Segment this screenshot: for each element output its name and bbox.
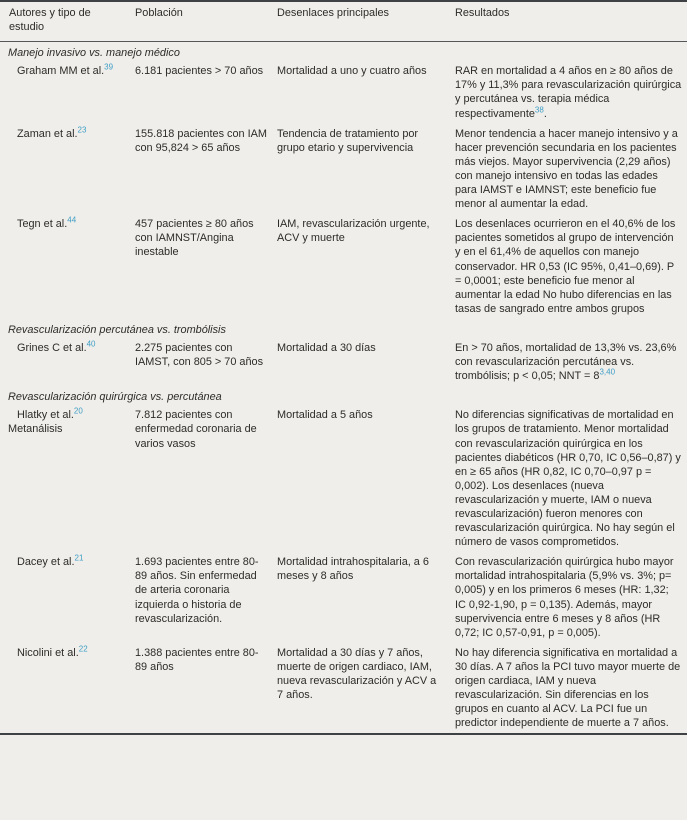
citation-ref[interactable]: 21: [74, 553, 84, 563]
citation-ref[interactable]: 23: [77, 125, 87, 135]
outcomes-cell: Mortalidad a 30 días: [277, 341, 376, 354]
section-row: [0, 319, 687, 338]
outcomes-cell: IAM, revascularización urgente, ACV y muerte: [277, 218, 430, 245]
citation-ref[interactable]: 22: [78, 644, 88, 654]
results-cell: Menor tendencia a hacer manejo intensivo y a hacer prevención secundaria en los pacientes más viejos. Mayor supervivencia (2,29 años) con manejo intensivo en todas las edades para IAMST e IAMNST; este beneficio fue menor al aumentar la edad.: [455, 127, 678, 211]
author-cell: Graham MM et al.$^{39}$: [17, 62, 114, 78]
col-header-results: Resultados: [455, 1, 687, 42]
section-row: [0, 386, 687, 405]
study-row: [0, 643, 687, 735]
results-cell: No diferencias significativas de mortalidad en los grupos de tratamiento. Menor mortalidad con revascularización quirúrgica en los pacientes diabéticos (HR 0,70, IC 0,56–0,87) y en ≥ 65 años (HR 0,82, IC 0,70–0,97 p = 0,002). Los desenlaces (nueva revascularización y muerte, IAM o nueva revascularización) fueron menores con revascularización quirúrgica. No hay según el número de vasos comprometidos.: [455, 409, 681, 549]
study-row: [0, 61, 687, 123]
results-cell: No hay diferencia significativa en mortalidad a 30 días. A 7 años la PCI tuvo mayor muerte de origen cardiaca, IAM y nueva revascularización. Sin diferencias en los grupos en cuanto al ACV. La PCI fue un predictor independiente de muerte a 7 años.: [455, 646, 681, 730]
section-row: [0, 42, 687, 62]
results-cell: Con revascularización quirúrgica hubo mayor mortalidad intrahospitalaria (5,9% vs. 3%; p= 0,005) y en los primeros 6 meses (HR: 1,32; IC 0,92-1,90, p = 0,135). Además, mayor supervivencia entre 6 meses y 8 años (HR 0,72; IC 0,57-0,91, p = 0,005).: [455, 556, 674, 639]
citation-ref[interactable]: 38: [534, 104, 544, 114]
citation-ref[interactable]: 20: [73, 406, 83, 416]
study-row: [0, 552, 687, 643]
results-cell: RAR en mortalidad a 4 años en ≥ 80 años de 17% y 11,3% para revascularización quirúrgica y percutánea vs. terapia médica respectivamente$^{38}$.: [455, 65, 682, 120]
study-row: [0, 405, 687, 552]
author-cell: Grines C et al.$^{40}$: [17, 339, 96, 354]
population-cell: 6.181 pacientes > 70 años: [135, 65, 264, 78]
section-label: Manejo invasivo vs. manejo médico: [8, 47, 180, 60]
population-cell: 457 pacientes ≥ 80 años con IAMNST/Angina inestable: [135, 218, 254, 259]
outcomes-cell: Mortalidad a 5 años: [277, 409, 373, 422]
citation-ref[interactable]: 40: [86, 339, 96, 349]
outcomes-cell: Mortalidad a uno y cuatro años: [277, 65, 427, 78]
section-label: Revascularización percutánea vs. trombólisis: [8, 323, 226, 336]
section-label: Revascularización quirúrgica vs. percutánea: [8, 391, 222, 404]
citation-ref[interactable]: 44: [67, 215, 77, 225]
citation-ref[interactable]: 3,40: [599, 367, 616, 377]
population-cell: 1.693 pacientes entre 80-89 años. Sin enfermedad de arteria coronaria izquierda o historia de revascularización.: [135, 556, 259, 625]
author-cell: Hlatky et al.$^{20}$ Metanálisis: [8, 406, 83, 436]
table-body: [0, 42, 687, 735]
citation-ref[interactable]: 39: [104, 62, 114, 72]
outcomes-cell: Mortalidad a 30 días y 7 años, muerte de origen cardiaco, IAM, nueva revascularización y ACV a 7 años.: [277, 646, 437, 702]
results-cell: En > 70 años, mortalidad de 13,3% vs. 23,6% con revascularización percutánea vs. trombólisis; p < 0,05; NNT = 8$^{3,40}$: [455, 341, 677, 383]
col-header-authors: Autores y tipo de estudio: [0, 1, 135, 42]
study-row: [0, 214, 687, 319]
col-header-outcomes: Desenlaces principales: [277, 1, 455, 42]
study-row: [0, 124, 687, 215]
outcomes-cell: Tendencia de tratamiento por grupo etario y supervivencia: [277, 127, 419, 154]
header-row: [0, 1, 687, 42]
population-cell: 155.818 pacientes con IAM con 95,824 > 65 años: [135, 127, 267, 154]
table-header: [0, 1, 687, 42]
population-cell: 2.275 pacientes con IAMST, con 805 > 70 años: [135, 341, 264, 369]
author-cell: Dacey et al.$^{21}$: [17, 553, 84, 569]
outcomes-cell: Mortalidad intrahospitalaria, a 6 meses y 8 años: [277, 556, 429, 583]
author-cell: Nicolini et al.$^{22}$: [17, 644, 88, 659]
results-cell: Los desenlaces ocurrieron en el 40,6% de los pacientes sometidos al grupo de intervención y en el 61,4% de aquellos con manejo conservador. HR 0,53 (IC 95%, 0,41–0,69). P = 0,0001; este beneficio fue menor al aumentar la edad No hubo diferencias en las tasas de sangrado entre ambos grupos: [455, 218, 676, 315]
author-cell: Tegn et al.$^{44}$: [17, 215, 77, 231]
author-cell: Zaman et al.$^{23}$: [17, 125, 87, 140]
col-header-population: Población: [135, 1, 277, 42]
population-cell: 7.812 pacientes con enfermedad coronaria de varios vasos: [135, 409, 257, 450]
population-cell: 1.388 pacientes entre 80-89 años: [135, 646, 259, 673]
study-row: [0, 338, 687, 386]
